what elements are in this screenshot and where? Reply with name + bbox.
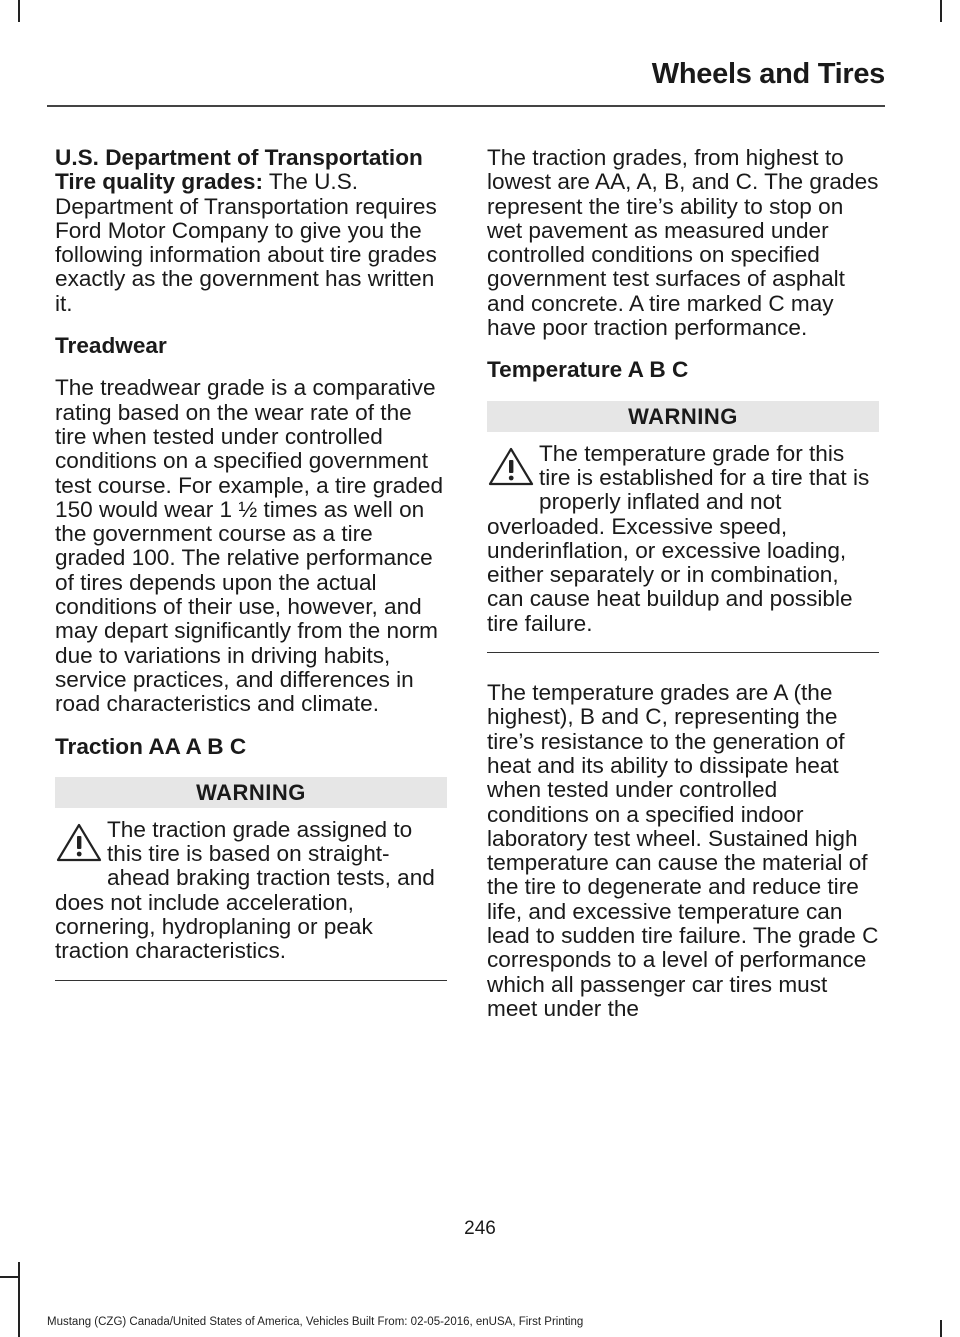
traction-heading: Traction AA A B C — [55, 733, 247, 759]
warning-label: WARNING — [55, 777, 447, 808]
traction-paragraph: The traction grades, from highest to lowest are AA, A, B, and C. The grades represent the tire’s ability to stop on wet pavement as measured under controlled conditions on specified government test surfaces of asphalt and concrete. A tire marked C may have poor traction performance. — [487, 145, 879, 341]
left-column — [55, 146, 447, 1009]
warning-body — [487, 442, 879, 653]
crop-mark-top-right — [940, 0, 942, 22]
crop-mark-bottom-left — [18, 1262, 20, 1337]
warning-label: WARNING — [487, 401, 879, 432]
temperature-heading: Temperature A B C — [487, 357, 689, 383]
traction-warning-box — [55, 777, 447, 981]
header-divider — [47, 105, 885, 107]
warning-body — [55, 818, 447, 981]
page-number: 246 — [464, 1218, 496, 1239]
treadwear-heading: Treadwear — [55, 333, 167, 359]
crop-mark-bottom-right — [940, 1320, 942, 1337]
treadwear-paragraph: The treadwear grade is a comparative rating based on the wear rate of the tire when tested under controlled conditions on a specified government test course. For example, a tire graded 150 would wear 1 ½ times as well on the government course as a tire graded 100. The relative performance of tires depends upon the actual conditions of their use, however, and may depart significantly from the norm due to variations in driving habits, service practices, and differences in road characteristics and climate. — [55, 375, 444, 717]
warning-text: The temperature grade for this tire is established for a tire that is properly inflated and not overloaded. Excessive speed, underinflation, or excessive loading, either separately or in combination, can cause heat buildup and possible tire failure. — [487, 440, 870, 636]
intro-lead: U.S. Department of Transportation Tire quality grades: — [55, 145, 423, 195]
temperature-warning-box — [487, 401, 879, 653]
temperature-paragraph: The temperature grades are A (the highest), B and C, representing the tire’s resistance to the generation of heat and its ability to dissipate heat when tested under controlled conditions on a specified indoor laboratory test wheel. Sustained high temperature can cause the material of the tire to degenerate and reduce tire life, and excessive temperature can lead to sudden tire failure. The grade C corresponds to a level of performance which all passenger car tires must meet under the — [487, 680, 879, 1021]
right-column — [487, 146, 879, 1039]
footer-text: Mustang (CZG) Canada/United States of America, Vehicles Built From: 02-05-2016, enUSA, First Printing — [47, 1316, 584, 1328]
crop-mark-top-left — [18, 0, 20, 22]
warning-text: The traction grade assigned to this tire is based on straight-ahead braking traction tests, and does not include acceleration, cornering, hydroplaning or peak traction characteristics. — [55, 816, 435, 964]
crop-mark-bottom-left-h — [0, 1276, 20, 1278]
intro-text: The U.S. Department of Transportation requires Ford Motor Company to give you the following information about tire grades exactly as the government has written it. — [55, 169, 437, 316]
warning-triangle-icon — [487, 446, 539, 492]
warning-triangle-icon — [55, 822, 107, 868]
section-title: Wheels and Tires — [651, 58, 885, 90]
intro-paragraph — [55, 146, 447, 316]
